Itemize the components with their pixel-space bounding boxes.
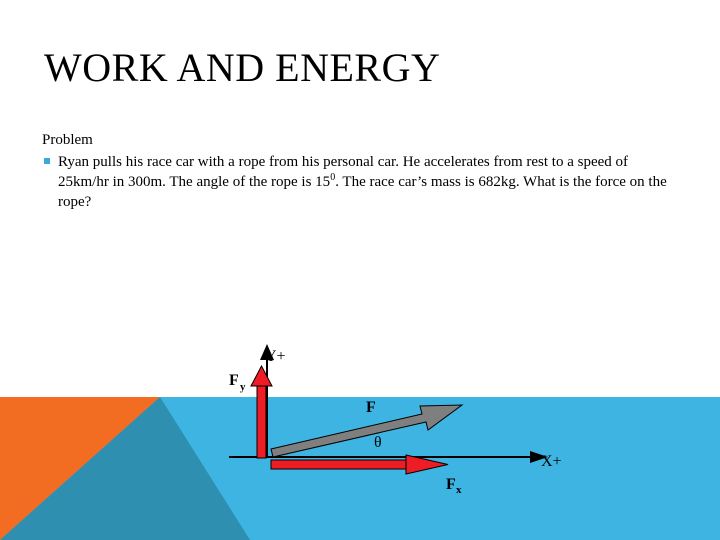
fy-vector-head: [251, 366, 272, 386]
y-axis-label: Y+: [265, 348, 286, 365]
fy-vector-shaft: [257, 385, 266, 458]
fx-label: F: [446, 476, 456, 493]
problem-label: Problem: [42, 132, 93, 148]
slide-title: WORK AND ENERGY: [44, 45, 441, 90]
f-label: F: [366, 399, 376, 416]
x-axis-label: X+: [541, 453, 562, 470]
problem-text-part-1: Ryan pulls his race car with a rope from his personal car. He accelerates from rest to a speed of 25km/hr in 300m. The angle of the rope is 15: [58, 154, 629, 190]
theta-label: θ: [374, 434, 382, 451]
fy-label: F: [229, 372, 239, 389]
fx-vector-shaft: [271, 460, 407, 469]
problem-text-part-2: . The race car’s mass is 682kg. What is the force on the rope?: [58, 174, 667, 210]
fx-label-subscript: x: [456, 484, 462, 496]
problem-text-degree: 0: [330, 172, 336, 183]
fy-label-subscript: y: [240, 381, 246, 393]
